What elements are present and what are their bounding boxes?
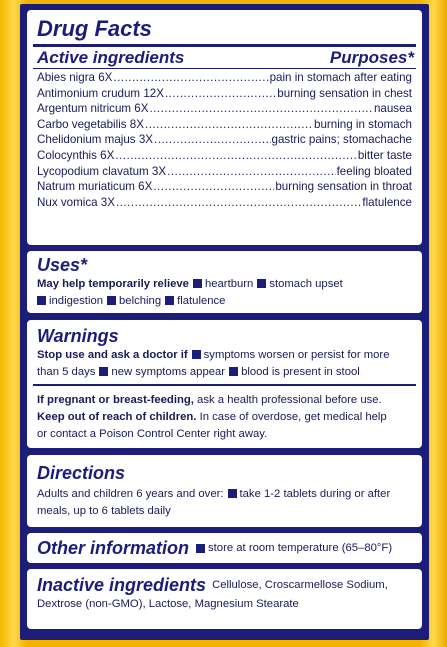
warnings-rule bbox=[33, 384, 416, 386]
other-info-box bbox=[27, 533, 422, 563]
uses-line-2 bbox=[33, 293, 225, 310]
bullet-icon bbox=[193, 279, 202, 288]
ingredient-purpose: burning sensation in throat bbox=[275, 180, 412, 194]
drug-facts-title: Drug Facts bbox=[37, 16, 152, 41]
dot-leader bbox=[153, 179, 274, 195]
ingredient-name: Chelidonium majus 3X bbox=[37, 133, 153, 147]
ingredient-name: Lycopodium clavatum 3X bbox=[37, 164, 167, 178]
inactive-row bbox=[37, 576, 388, 594]
bullet-icon bbox=[192, 350, 201, 359]
uses-item: belching bbox=[119, 295, 162, 307]
directions-text: take 1-2 tablets during or after bbox=[239, 488, 391, 500]
drug-facts-box bbox=[27, 10, 422, 245]
bullet-icon bbox=[257, 279, 266, 288]
directions-lead: Adults and children 6 years and over: bbox=[37, 488, 224, 500]
uses-line-1 bbox=[37, 276, 343, 293]
ingredient-row bbox=[37, 179, 412, 195]
warning-item: blood is present in stool bbox=[241, 366, 360, 378]
dot-leader bbox=[149, 101, 372, 117]
ingredient-row bbox=[37, 132, 412, 148]
title-rule bbox=[33, 44, 416, 47]
warning-item: than 5 days bbox=[37, 366, 96, 378]
uses-title: Uses* bbox=[37, 255, 88, 275]
other-info-title: Other information bbox=[37, 538, 189, 558]
ingredients-list bbox=[37, 70, 412, 210]
keep-out-warning bbox=[37, 409, 387, 426]
bullet-icon bbox=[107, 296, 116, 305]
bullet-icon bbox=[165, 296, 174, 305]
drug-facts-panel bbox=[20, 4, 429, 640]
ingredient-name: Colocynthis 6X bbox=[37, 148, 115, 162]
uses-box bbox=[27, 251, 422, 313]
uses-item: indigestion bbox=[49, 295, 104, 307]
uses-item: heartburn bbox=[204, 278, 254, 290]
inactive-title: Inactive ingredients bbox=[37, 575, 207, 595]
dot-leader bbox=[145, 117, 313, 133]
directions-line-1 bbox=[37, 486, 390, 503]
ingredient-purpose: nausea bbox=[373, 102, 412, 116]
ingredient-name: Antimonium crudum 12X bbox=[37, 86, 164, 100]
ingredient-name: Abies nigra 6X bbox=[37, 71, 113, 84]
header-rule bbox=[33, 68, 416, 69]
pregnancy-warning bbox=[37, 392, 382, 409]
ingredient-row bbox=[37, 164, 412, 180]
ingredient-name: Carbo vegetabilis 8X bbox=[37, 117, 144, 131]
dot-leader bbox=[116, 195, 361, 211]
bullet-icon bbox=[196, 544, 205, 553]
other-info-row bbox=[37, 539, 392, 557]
warnings-stop-line-2 bbox=[37, 364, 360, 381]
ingredient-row bbox=[37, 86, 412, 102]
dot-leader bbox=[165, 86, 276, 102]
uses-item: stomach upset bbox=[269, 278, 343, 290]
keep-out-text: In case of overdose, get medical help bbox=[196, 411, 387, 423]
pregnancy-lead: If pregnant or breast-feeding, bbox=[37, 394, 194, 406]
warnings-title: Warnings bbox=[37, 326, 119, 346]
dot-leader bbox=[154, 132, 271, 148]
pregnancy-text: ask a health professional before use. bbox=[193, 394, 382, 406]
ingredient-name: Natrum muriaticum 6X bbox=[37, 180, 153, 194]
ingredient-purpose: bitter taste bbox=[357, 148, 412, 162]
bullet-icon bbox=[99, 367, 108, 376]
ingredient-purpose: pain in stomach after eating bbox=[269, 71, 412, 84]
ingredient-purpose: gastric pains; stomachache bbox=[271, 133, 412, 147]
inactive-text-2: Dextrose (non-GMO), Lactose, Magnesium Stearate bbox=[37, 598, 299, 610]
bullet-icon bbox=[228, 489, 237, 498]
warnings-box bbox=[27, 320, 422, 448]
stop-use-lead: Stop use and ask a doctor if bbox=[37, 349, 188, 361]
keep-out-lead: Keep out of reach of children. bbox=[37, 411, 197, 423]
inactive-box bbox=[27, 569, 422, 629]
active-ingredients-heading: Active ingredients bbox=[37, 48, 185, 67]
ingredient-purpose: burning in stomach bbox=[314, 117, 412, 131]
ingredient-row bbox=[37, 195, 412, 211]
bullet-icon bbox=[37, 296, 46, 305]
directions-box bbox=[27, 455, 422, 527]
purposes-heading: Purposes* bbox=[329, 48, 414, 67]
directions-title: Directions bbox=[37, 463, 126, 483]
warning-item: new symptoms appear bbox=[111, 366, 226, 378]
ingredient-purpose: burning sensation in chest bbox=[277, 86, 412, 100]
ingredient-row bbox=[37, 101, 412, 117]
inactive-text-1: Cellulose, Croscarmellose Sodium, bbox=[212, 578, 388, 591]
poison-control-text: or contact a Poison Control Center right away. bbox=[37, 428, 268, 440]
warning-item: symptoms worsen or persist for more bbox=[203, 349, 390, 361]
active-header-row bbox=[37, 49, 414, 66]
directions-line-2: meals, up to 6 tablets daily bbox=[37, 505, 171, 517]
dot-leader bbox=[115, 148, 357, 164]
uses-intro: May help temporarily relieve bbox=[37, 278, 189, 290]
warnings-stop-line-1 bbox=[37, 347, 389, 364]
ingredient-row bbox=[37, 70, 412, 86]
ingredient-row bbox=[37, 117, 412, 133]
ingredient-row bbox=[37, 148, 412, 164]
ingredient-purpose: flatulence bbox=[362, 195, 412, 209]
dot-leader bbox=[113, 70, 268, 86]
uses-item: flatulence bbox=[177, 295, 226, 307]
dot-leader bbox=[167, 164, 335, 180]
ingredient-name: Argentum nitricum 6X bbox=[37, 102, 149, 116]
other-info-text: store at room temperature (65–80°F) bbox=[208, 541, 393, 554]
ingredient-purpose: feeling bloated bbox=[336, 164, 412, 178]
bullet-icon bbox=[229, 367, 238, 376]
ingredient-name: Nux vomica 3X bbox=[37, 195, 115, 209]
